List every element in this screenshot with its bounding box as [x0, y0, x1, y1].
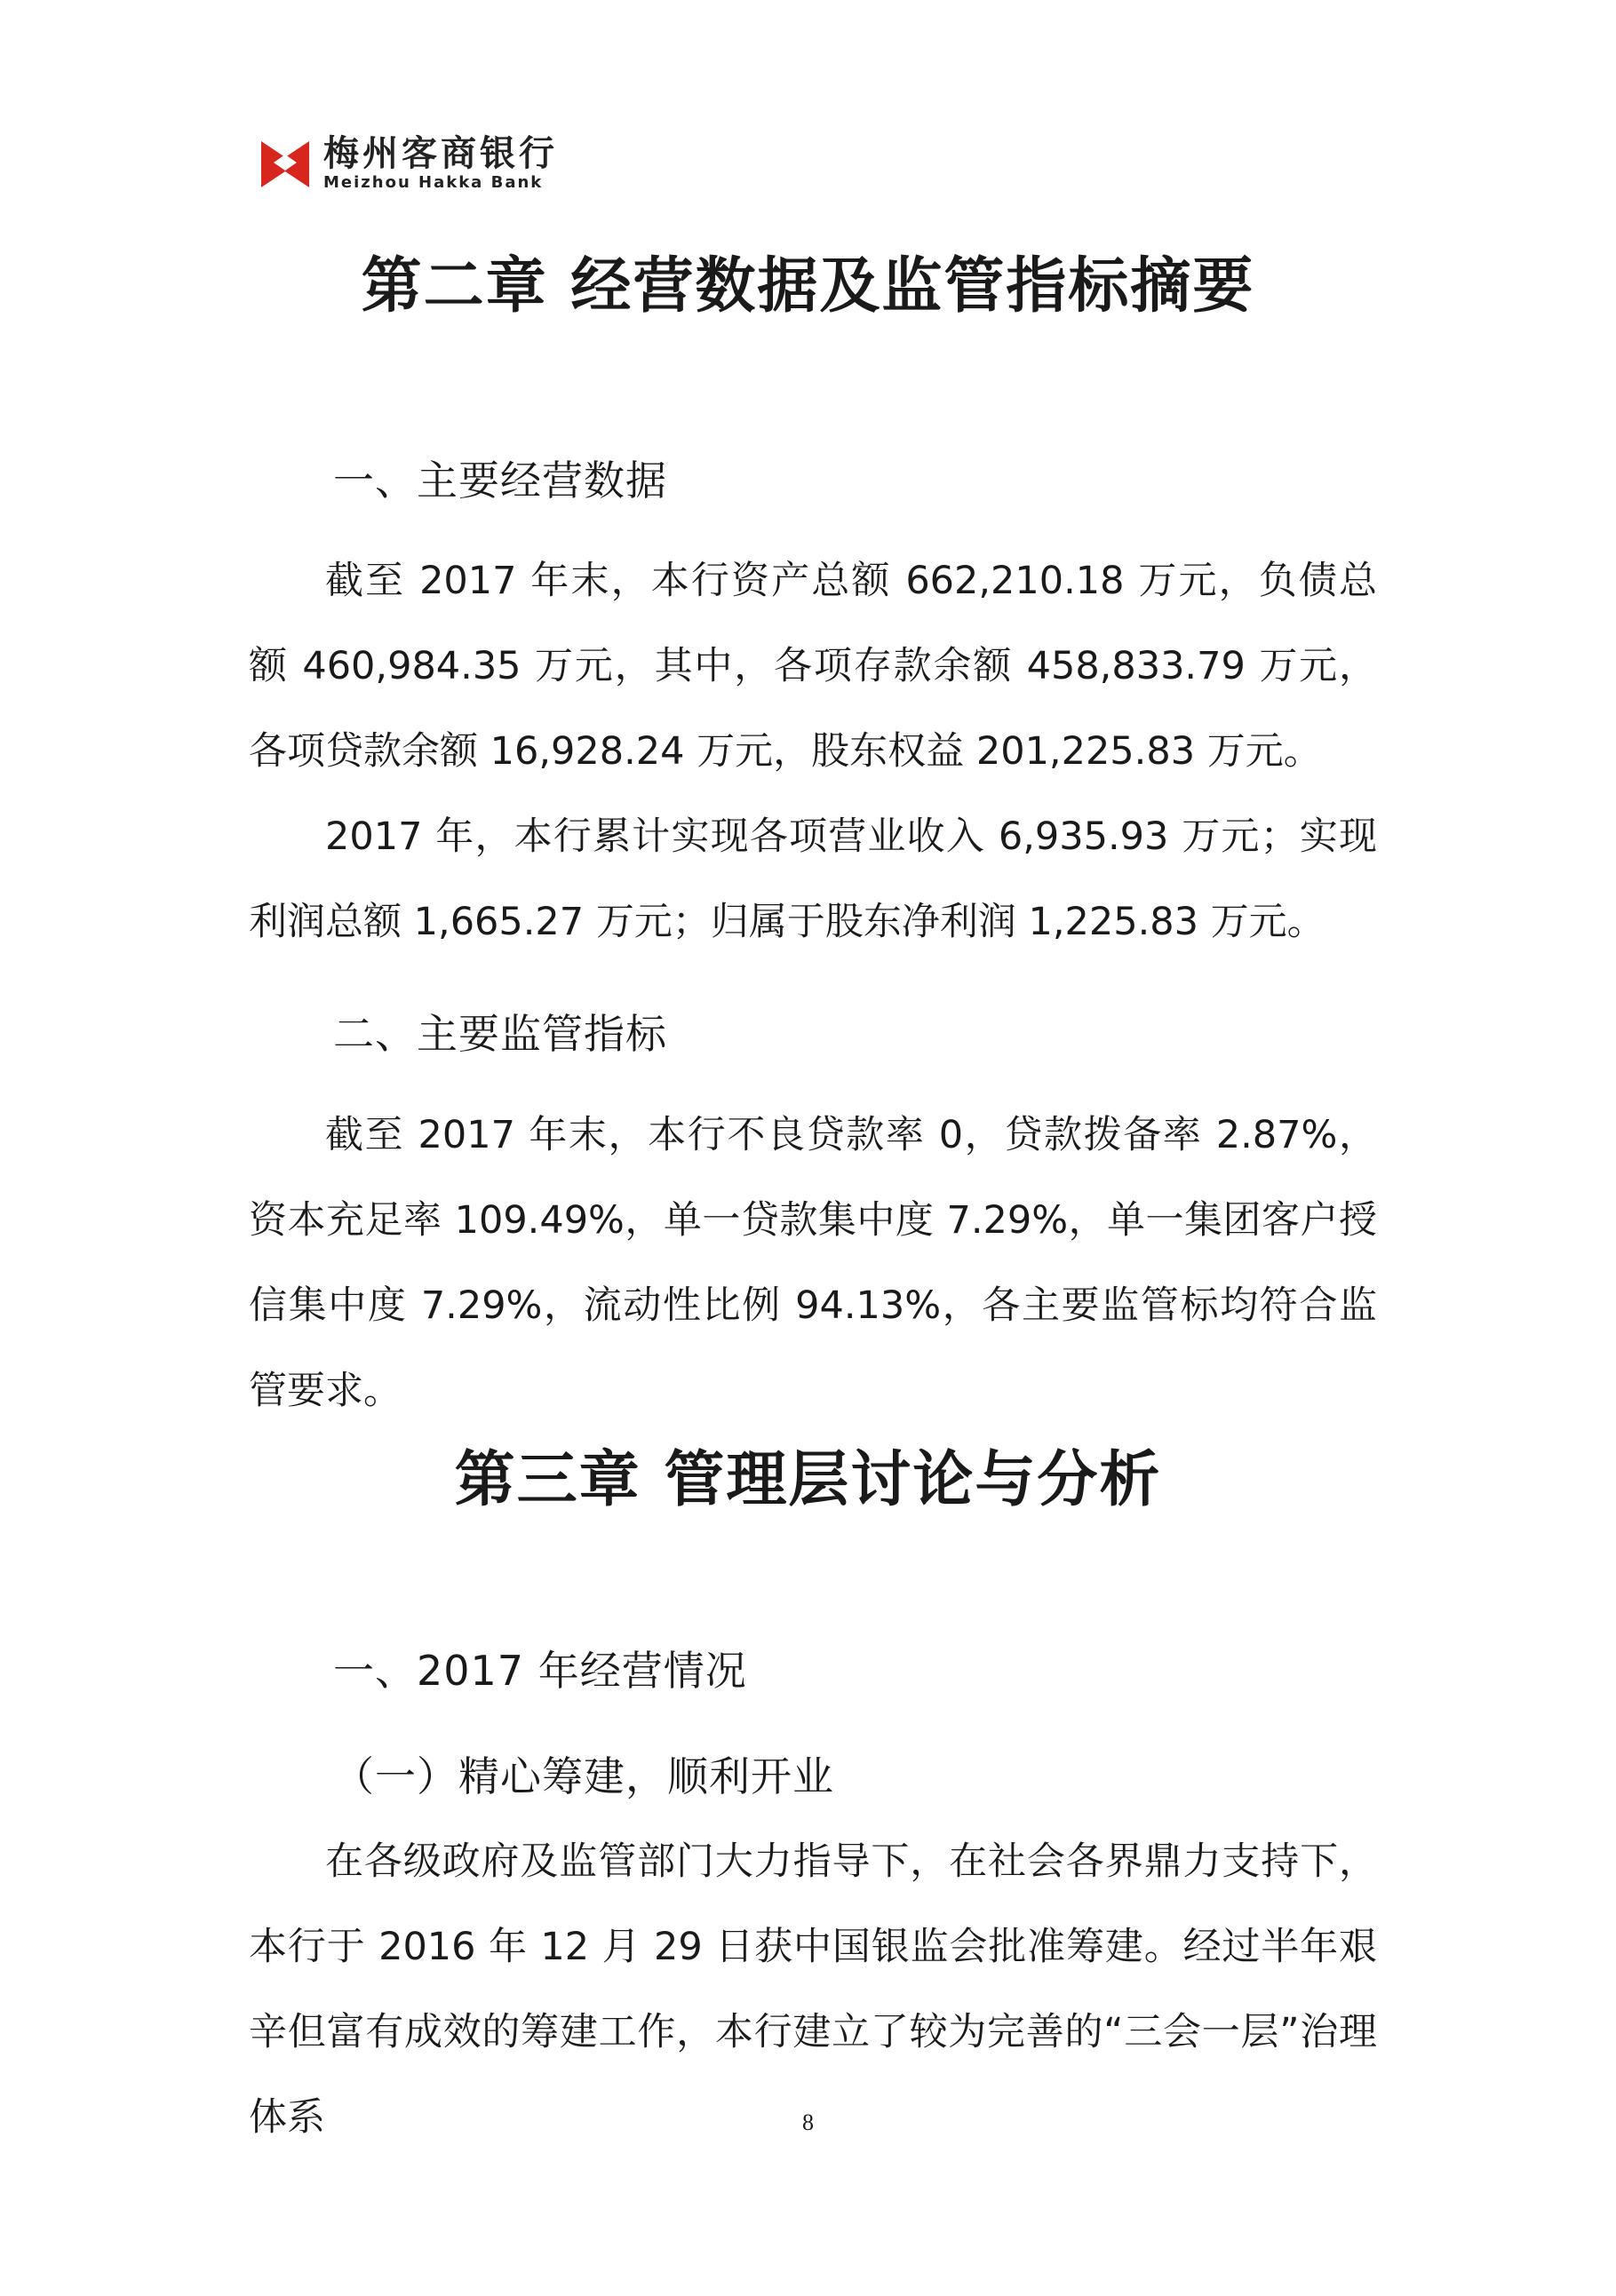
chapter-2-title: 第二章 经营数据及监管指标摘要 — [361, 251, 1255, 322]
subsection-preparation: （一）精心筹建，顺利开业 — [333, 1752, 834, 1800]
section-main-operating-data: 一、主要经营数据 — [333, 457, 667, 504]
bank-logo-icon — [258, 136, 313, 191]
section-regulatory-indicators: 二、主要监管指标 — [333, 1010, 667, 1058]
bank-header — [258, 131, 558, 195]
paragraph-preparation: 在各级政府及监管部门大力指导下，在社会各界鼎力支持下，本行于 2016 年 12 月 29 日获中国银监会批准筹建。经过半年艰辛但富有成效的筹建工作，本行建立了较为完善的“三会一层”治理体系 — [249, 1839, 1377, 2140]
paragraph-regulatory-indicators: 截至 2017 年末，本行不良贷款率 0，贷款拨备率 2.87%，资本充足率 109.49%，单一贷款集中度 7.29%，单一集团客户授信集中度 7.29%，流动性比例 94.13%，各主要监管标均符合监管要求。 — [249, 1113, 1377, 1413]
page-number: 8 — [802, 2109, 814, 2135]
logo-english-name: Meizhou Hakka Bank — [323, 173, 544, 192]
section-2017-operations: 一、2017 年经营情况 — [333, 1647, 747, 1695]
logo-chinese-name: 梅州客商银行 — [323, 132, 558, 174]
paragraph-operating-data: 截至 2017 年末，本行资产总额 662,210.18 万元，负债总额 460,984.35 万元，其中，各项存款余额 458,833.79 万元，各项贷款余额 16,928.24 万元，股东权益 201,225.83 万元。 — [249, 559, 1377, 774]
paragraph-income-profit: 2017 年，本行累计实现各项营业收入 6,935.93 万元；实现利润总额 1,665.27 万元；归属于股东净利润 1,225.83 万元。 — [249, 814, 1377, 944]
chapter-3-title: 第三章 管理层讨论与分析 — [454, 1445, 1162, 1515]
